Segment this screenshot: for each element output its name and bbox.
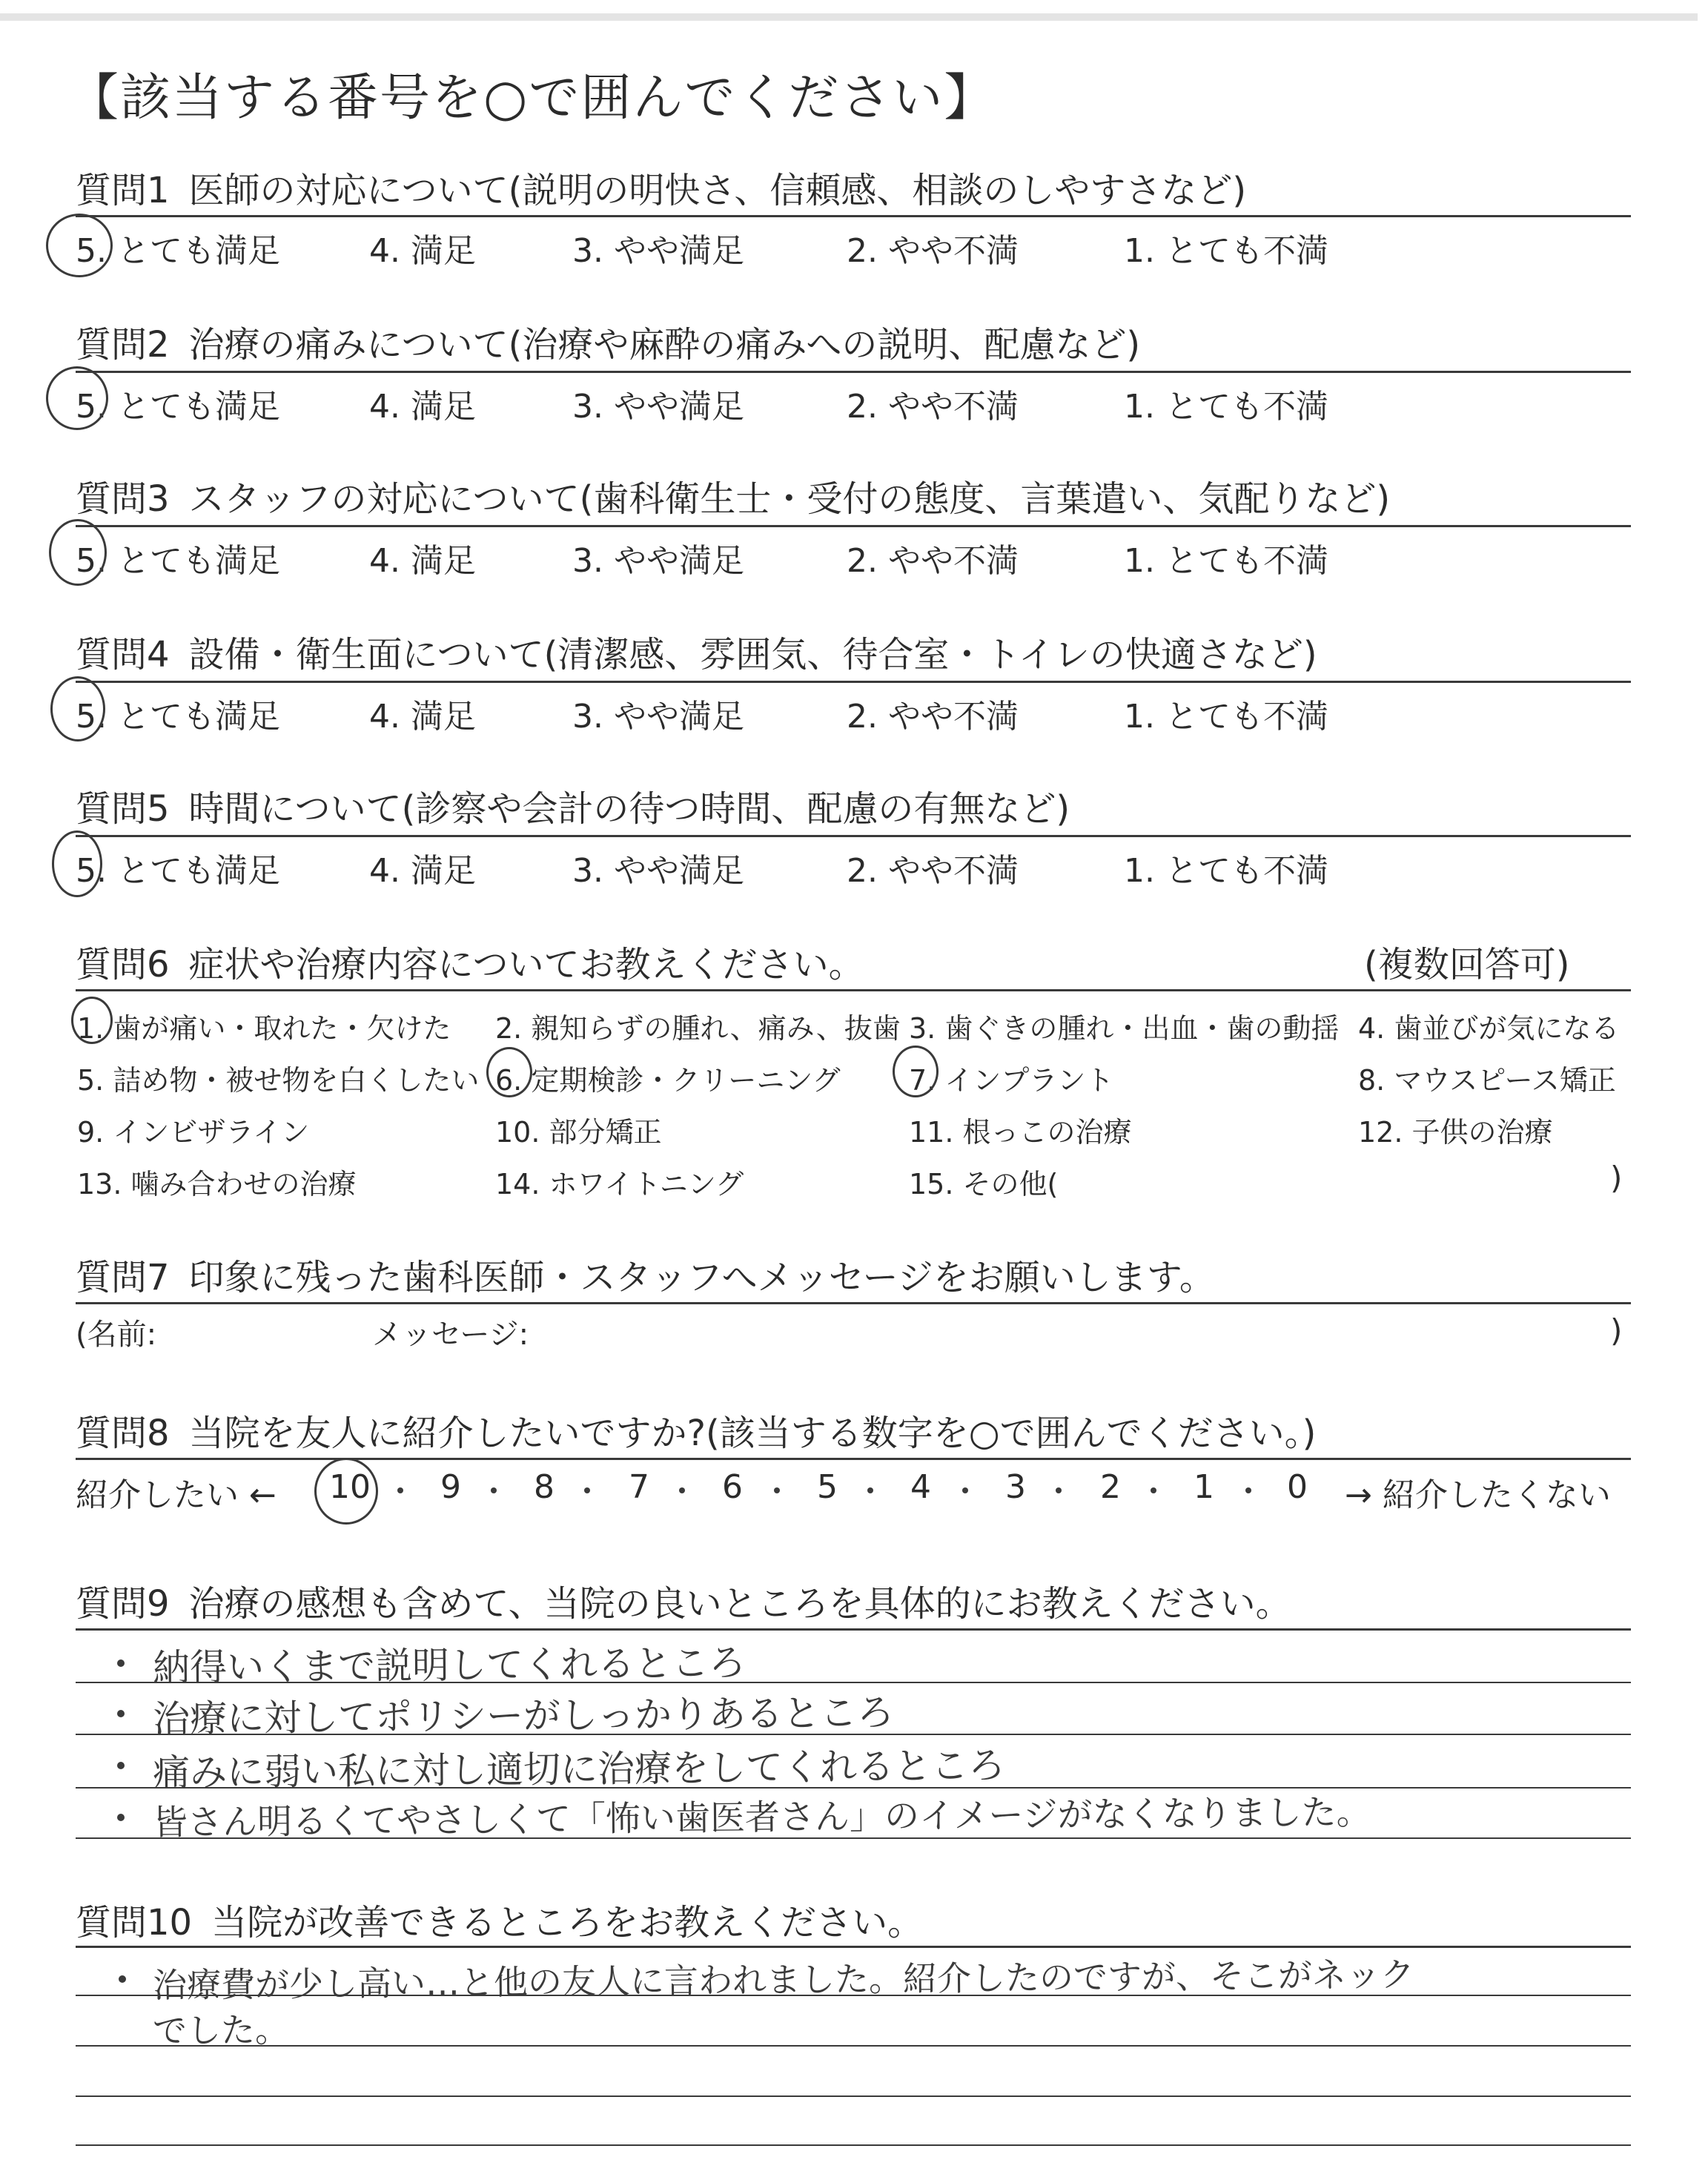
rule <box>76 835 1631 837</box>
scale-separator <box>397 1487 403 1493</box>
handwritten-answer: でした。 <box>152 2009 290 2051</box>
option-6[interactable]: 6. 定期検診・クリーニング <box>495 1064 841 1097</box>
selection-circle <box>50 676 105 742</box>
question-number: 質問5 <box>76 788 170 830</box>
question-number: 質問10 <box>76 1902 193 1943</box>
option-5[interactable]: 5. とても満足 <box>76 232 280 270</box>
answer-line <box>76 2045 1631 2047</box>
option-4[interactable]: 4. 歯並びが気になる <box>1358 1012 1620 1045</box>
question-3 <box>76 470 1390 521</box>
scale-value-9[interactable]: 9 <box>440 1468 461 1506</box>
question-8 <box>76 1404 1316 1456</box>
option-3[interactable]: 3. やや満足 <box>572 542 744 580</box>
question-text: 時間について(診察や会計の待つ時間、配慮の有無など) <box>188 788 1070 830</box>
question-text: 当院を友人に紹介したいですか?(該当する数字を○で囲んでください。) <box>188 1413 1317 1454</box>
scale-value-10[interactable]: 10 <box>329 1468 371 1506</box>
selection-circle <box>46 214 113 277</box>
bullet <box>117 1814 125 1821</box>
rule <box>76 525 1631 527</box>
form-heading: 【該当する番号を○で囲んでください】 <box>68 69 996 128</box>
option-3[interactable]: 3. やや満足 <box>572 852 744 890</box>
scale-separator <box>491 1487 497 1493</box>
handwritten-answer: 納得いくまで説明してくれるところ <box>152 1641 747 1690</box>
scale-value-5[interactable]: 5 <box>817 1468 838 1506</box>
option-2[interactable]: 2. やや不満 <box>847 542 1019 580</box>
question-number: 質問1 <box>76 170 170 211</box>
option-7[interactable]: 7. インプラント <box>909 1064 1114 1097</box>
scale-value-7[interactable]: 7 <box>629 1468 649 1506</box>
bullet <box>119 1975 126 1983</box>
scale-value-8[interactable]: 8 <box>534 1468 555 1506</box>
question-7 <box>76 1249 1215 1300</box>
question-4 <box>76 626 1317 677</box>
question-number: 質問3 <box>76 478 170 520</box>
option-13[interactable]: 13. 噛み合わせの治療 <box>77 1168 357 1200</box>
bullet <box>117 1710 125 1717</box>
question-text: 設備・衛生面について(清潔感、雰囲気、待合室・トイレの快適さなど) <box>188 634 1317 676</box>
option-3[interactable]: 3. やや満足 <box>572 232 744 270</box>
handwritten-answer: 痛みに弱い私に対し適切に治療をしてくれるところ <box>152 1743 1006 1795</box>
question-text: スタッフの対応について(歯科衛生士・受付の態度、言葉遣い、気配りなど) <box>188 478 1391 520</box>
scale-value-3[interactable]: 3 <box>1005 1468 1026 1506</box>
question-number: 質問8 <box>76 1413 170 1454</box>
scale-separator <box>774 1487 780 1493</box>
other-close-paren: ) <box>1610 1160 1623 1196</box>
option-5[interactable]: 5. とても満足 <box>76 852 280 890</box>
question-number: 質問9 <box>76 1583 170 1625</box>
question-text: 印象に残った歯科医師・スタッフへメッセージをお願いします。 <box>188 1257 1215 1298</box>
option-15[interactable]: 15. その他( <box>909 1168 1059 1200</box>
bullet <box>117 1762 125 1769</box>
option-4[interactable]: 4. 満足 <box>369 852 476 890</box>
question-text: 医師の対応について(説明の明快さ、信頼感、相談のしやすさなど) <box>188 170 1247 211</box>
option-3[interactable]: 3. やや満足 <box>572 698 744 736</box>
option-4[interactable]: 4. 満足 <box>369 698 476 736</box>
question-2 <box>76 316 1140 367</box>
rule <box>76 1302 1631 1304</box>
option-2[interactable]: 2. やや不満 <box>847 698 1019 736</box>
answer-line <box>76 2144 1631 2146</box>
option-2[interactable]: 2. 親知らずの腫れ、痛み、抜歯 <box>495 1012 901 1045</box>
question-1 <box>76 162 1246 213</box>
scale-separator <box>1056 1487 1062 1493</box>
scale-separator <box>679 1487 685 1493</box>
multiple-answer-note: (複数回答可) <box>1364 944 1570 985</box>
scale-separator <box>962 1487 968 1493</box>
answer-line <box>76 2095 1631 2097</box>
option-11[interactable]: 11. 根っこの治療 <box>909 1116 1132 1149</box>
question-10 <box>76 1894 923 1945</box>
handwritten-answer: 皆さん明るくてやさしくて「怖い歯医者さん」のイメージがなくなりました。 <box>152 1791 1371 1844</box>
name-label: (名前: <box>76 1318 157 1352</box>
scale-value-1[interactable]: 1 <box>1194 1468 1214 1506</box>
option-10[interactable]: 10. 部分矯正 <box>495 1116 662 1149</box>
rule <box>76 989 1631 991</box>
selection-circle <box>893 1046 939 1097</box>
option-8[interactable]: 8. マウスピース矯正 <box>1358 1064 1616 1097</box>
scale-separator <box>1151 1487 1156 1493</box>
option-1[interactable]: 1. 歯が痛い・取れた・欠けた <box>77 1012 451 1045</box>
question-6 <box>76 936 864 987</box>
scale-value-4[interactable]: 4 <box>910 1468 931 1506</box>
question-text: 症状や治療内容についてお教えください。 <box>188 944 864 985</box>
selection-circle <box>486 1047 532 1097</box>
scale-value-2[interactable]: 2 <box>1100 1468 1121 1506</box>
option-2[interactable]: 2. やや不満 <box>847 388 1019 426</box>
option-1[interactable]: 1. とても不満 <box>1124 542 1328 580</box>
option-5[interactable]: 5. とても満足 <box>76 388 280 426</box>
question-number: 質問6 <box>76 944 170 985</box>
question-5 <box>76 780 1070 831</box>
question-number: 質問2 <box>76 324 170 366</box>
rule <box>76 681 1631 683</box>
selection-circle <box>46 366 108 430</box>
option-9[interactable]: 9. インビザライン <box>77 1116 310 1149</box>
rule <box>76 371 1631 373</box>
handwritten-answer: 治療に対してポリシーがしっかりあるところ <box>152 1691 895 1741</box>
scale-right-label: → 紹介したくない <box>1345 1476 1611 1514</box>
option-5[interactable]: 5. とても満足 <box>76 542 280 580</box>
option-2[interactable]: 2. やや不満 <box>847 232 1019 270</box>
option-1[interactable]: 1. とても不満 <box>1124 698 1328 736</box>
option-12[interactable]: 12. 子供の治療 <box>1358 1116 1553 1149</box>
option-2[interactable]: 2. やや不満 <box>847 852 1019 890</box>
option-4[interactable]: 4. 満足 <box>369 542 476 580</box>
option-4[interactable]: 4. 満足 <box>369 388 476 426</box>
message-label: メッセージ: <box>372 1318 529 1352</box>
selection-circle <box>49 519 107 586</box>
rule <box>76 1458 1631 1460</box>
rule <box>76 1628 1631 1631</box>
scale-left-label: 紹介したい ← <box>76 1476 277 1514</box>
scale-separator <box>1245 1487 1251 1493</box>
question-text: 治療の痛みについて(治療や麻酔の痛みへの説明、配慮など) <box>188 324 1141 366</box>
selection-circle <box>314 1458 378 1525</box>
option-3[interactable]: 3. やや満足 <box>572 388 744 426</box>
option-1[interactable]: 1. とても不満 <box>1124 388 1328 426</box>
page-top-edge <box>0 13 1698 21</box>
scale-separator <box>584 1487 590 1493</box>
question-text: 治療の感想も含めて、当院の良いところを具体的にお教えください。 <box>188 1583 1291 1625</box>
question-text: 当院が改善できるところをお教えください。 <box>211 1902 924 1943</box>
handwritten-answer: 治療費が少し高い…と他の友人に言われました。紹介したのですが、そこがネック <box>152 1954 1415 2006</box>
selection-circle <box>52 830 102 897</box>
option-1[interactable]: 1. とても不満 <box>1124 232 1328 270</box>
scale-value-6[interactable]: 6 <box>722 1468 743 1506</box>
bullet <box>117 1659 125 1667</box>
option-3[interactable]: 3. 歯ぐきの腫れ・出血・歯の動揺 <box>909 1012 1340 1045</box>
scale-separator <box>867 1487 873 1493</box>
question-number: 質問4 <box>76 634 170 676</box>
option-5[interactable]: 5. とても満足 <box>76 698 280 736</box>
option-4[interactable]: 4. 満足 <box>369 232 476 270</box>
rule <box>76 215 1631 217</box>
message-close-paren: ) <box>1610 1312 1623 1349</box>
selection-circle <box>71 997 113 1044</box>
question-9 <box>76 1575 1291 1626</box>
option-1[interactable]: 1. とても不満 <box>1124 852 1328 890</box>
option-14[interactable]: 14. ホワイトニング <box>495 1168 744 1200</box>
scale-value-0[interactable]: 0 <box>1287 1468 1308 1506</box>
question-number: 質問7 <box>76 1257 170 1298</box>
option-5[interactable]: 5. 詰め物・被せ物を白くしたい <box>77 1064 480 1097</box>
